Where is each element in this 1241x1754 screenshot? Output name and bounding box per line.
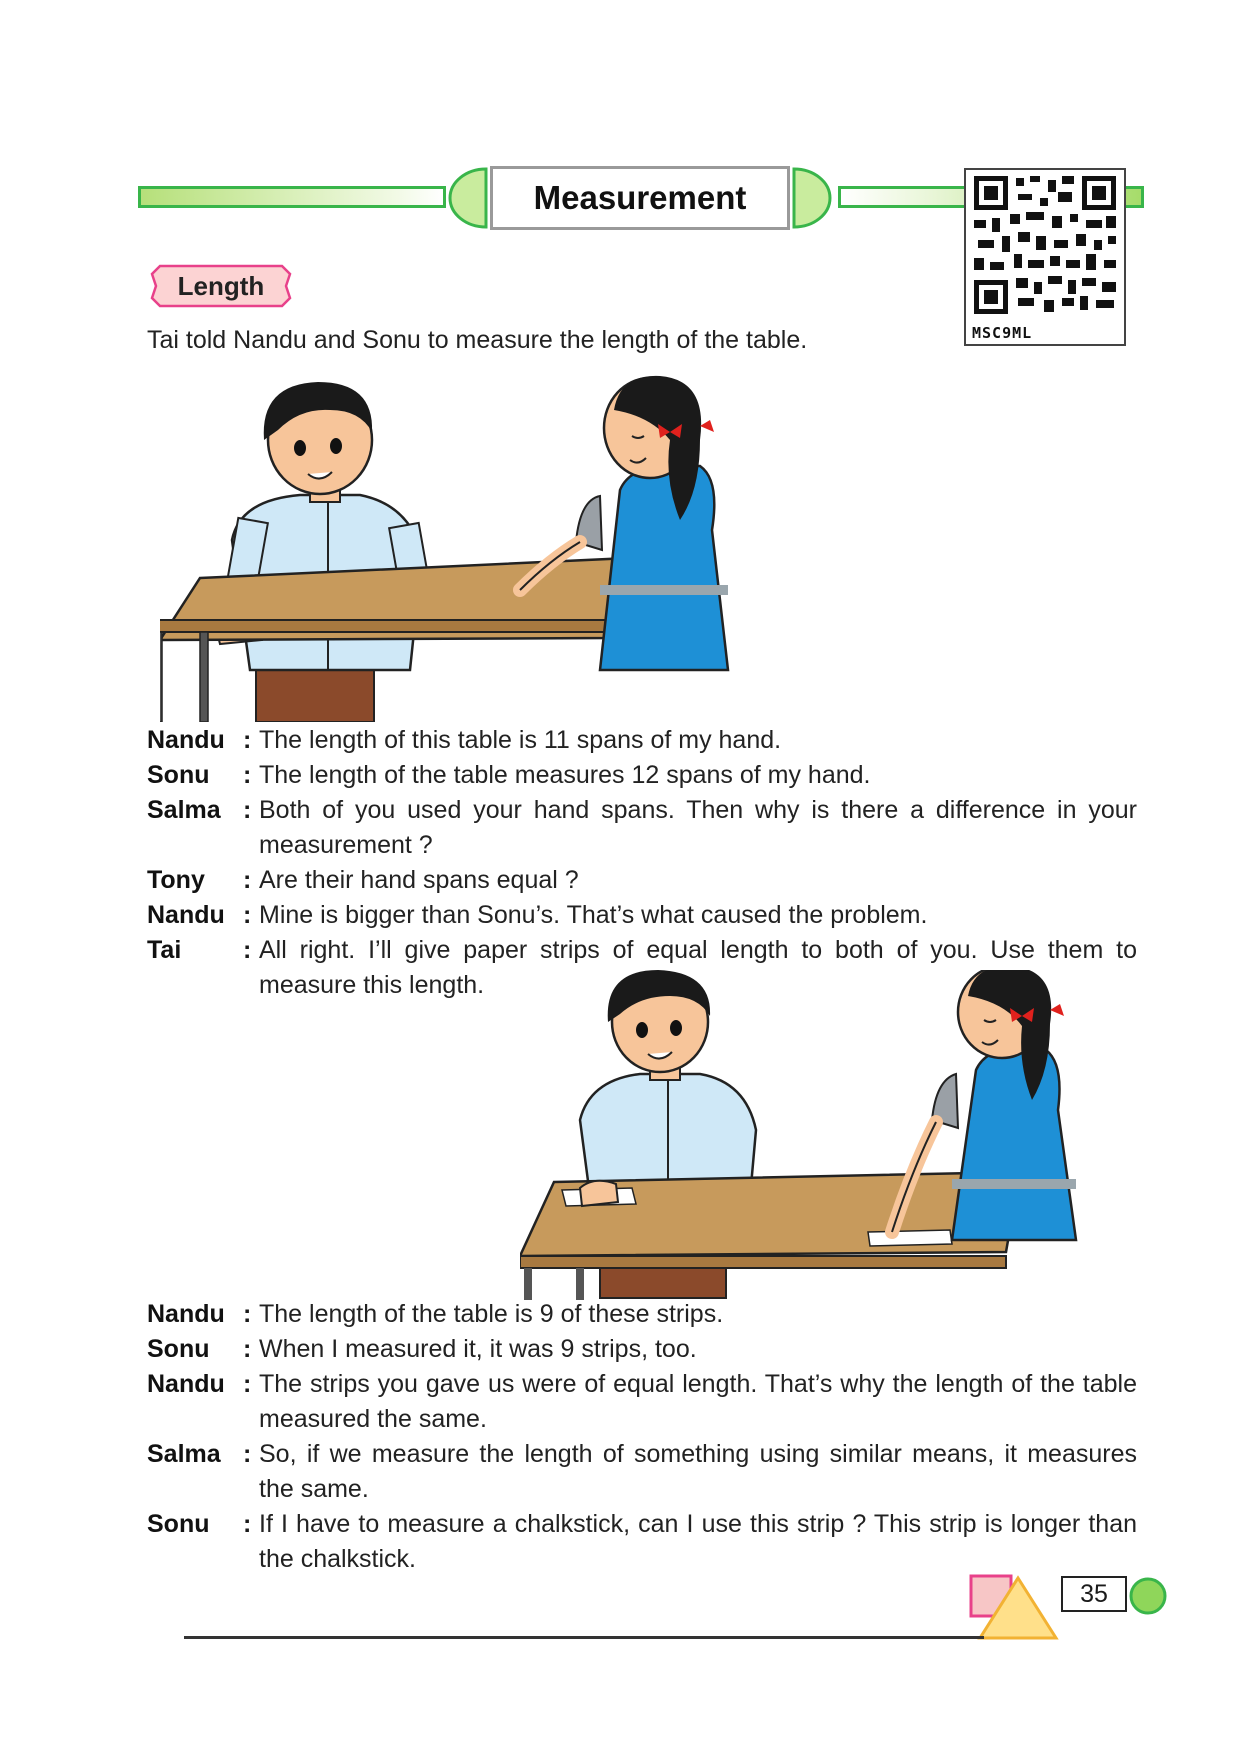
dialogue-line: Salma : Both of you used your hand spans. Then why is there a difference in your measurement ?	[147, 793, 1137, 863]
dialogue-1	[147, 723, 1137, 1003]
speech-text: The length of this table is 11 spans of my hand.	[259, 726, 782, 754]
header-cap-left	[446, 166, 490, 230]
speech-text: The length of the table measures 12 spans of my hand.	[259, 761, 871, 789]
speech-text: All right. I’ll give paper strips of equal length to both of you. Use them to measure this length.	[259, 936, 1137, 999]
footer-shapes-icon	[968, 1572, 1064, 1644]
page-title: Measurement	[490, 166, 790, 230]
dialogue-line: Sonu : When I measured it, it was 9 strips, too.	[147, 1332, 1137, 1367]
qr-pattern-icon	[966, 170, 1124, 320]
speaker-name: Nandu	[147, 901, 225, 929]
page-number: 35	[1061, 1576, 1127, 1612]
dialogue-line: Nandu : The strips you gave us were of equal length. That’s why the length of the table measured the same.	[147, 1367, 1137, 1437]
speech-text: Mine is bigger than Sonu’s. That’s what caused the problem.	[259, 901, 928, 929]
section-label: Length	[177, 270, 265, 301]
speaker-name: Nandu	[147, 1370, 225, 1398]
speaker-name: Sonu	[147, 1335, 210, 1363]
speaker-name: Nandu	[147, 1300, 225, 1328]
speaker-name: Salma	[147, 796, 221, 824]
header-cap-right	[790, 166, 834, 230]
speaker-name: Nandu	[147, 726, 225, 754]
speaker-name: Tony	[147, 866, 205, 894]
illustration-hand-span	[160, 370, 820, 722]
dialogue-line: Sonu : If I have to measure a chalkstick, can I use this strip ? This strip is longer than the chalkstick.	[147, 1507, 1137, 1577]
dialogue-line: Nandu : The length of this table is 11 spans of my hand.	[147, 723, 1137, 758]
section-tag	[150, 264, 292, 308]
dialogue-2	[147, 1297, 1137, 1577]
dialogue-line: Tony : Are their hand spans equal ?	[147, 863, 1137, 898]
speech-text: When I measured it, it was 9 strips, too.	[259, 1335, 697, 1363]
circle-icon	[1128, 1576, 1168, 1616]
speaker-name: Sonu	[147, 1510, 210, 1538]
speech-text: The length of the table is 9 of these strips.	[259, 1300, 724, 1328]
speaker-name: Tai	[147, 936, 182, 964]
intro-text: Tai told Nandu and Sonu to measure the length of the table.	[147, 326, 808, 354]
dialogue-line: Tai : All right. I’ll give paper strips of equal length to both of you. Use them to measure this length.	[147, 933, 1137, 1003]
qr-code	[964, 168, 1126, 346]
dialogue-line: Sonu : The length of the table measures 12 spans of my hand.	[147, 758, 1137, 793]
speaker-name: Sonu	[147, 761, 210, 789]
illustration-paper-strips	[520, 970, 1140, 1300]
dialogue-line: Salma : So, if we measure the length of something using similar means, it measures the same.	[147, 1437, 1137, 1507]
speech-text: So, if we measure the length of something using similar means, it measures the same.	[259, 1440, 1137, 1503]
speech-text: Both of you used your hand spans. Then why is there a difference in your measurement ?	[259, 796, 1137, 859]
footer-rule	[184, 1636, 984, 1639]
qr-code-label: MSC9ML	[972, 324, 1033, 342]
speaker-name: Salma	[147, 1440, 221, 1468]
speech-text: The strips you gave us were of equal length. That’s why the length of the table measured the same.	[259, 1370, 1137, 1433]
speech-text: If I have to measure a chalkstick, can I use this strip ? This strip is longer than the chalkstick.	[259, 1510, 1137, 1573]
speech-text: Are their hand spans equal ?	[259, 866, 579, 894]
header-bar-left	[138, 186, 446, 208]
dialogue-line: Nandu : The length of the table is 9 of these strips.	[147, 1297, 1137, 1332]
dialogue-line: Nandu : Mine is bigger than Sonu’s. That’s what caused the problem.	[147, 898, 1137, 933]
